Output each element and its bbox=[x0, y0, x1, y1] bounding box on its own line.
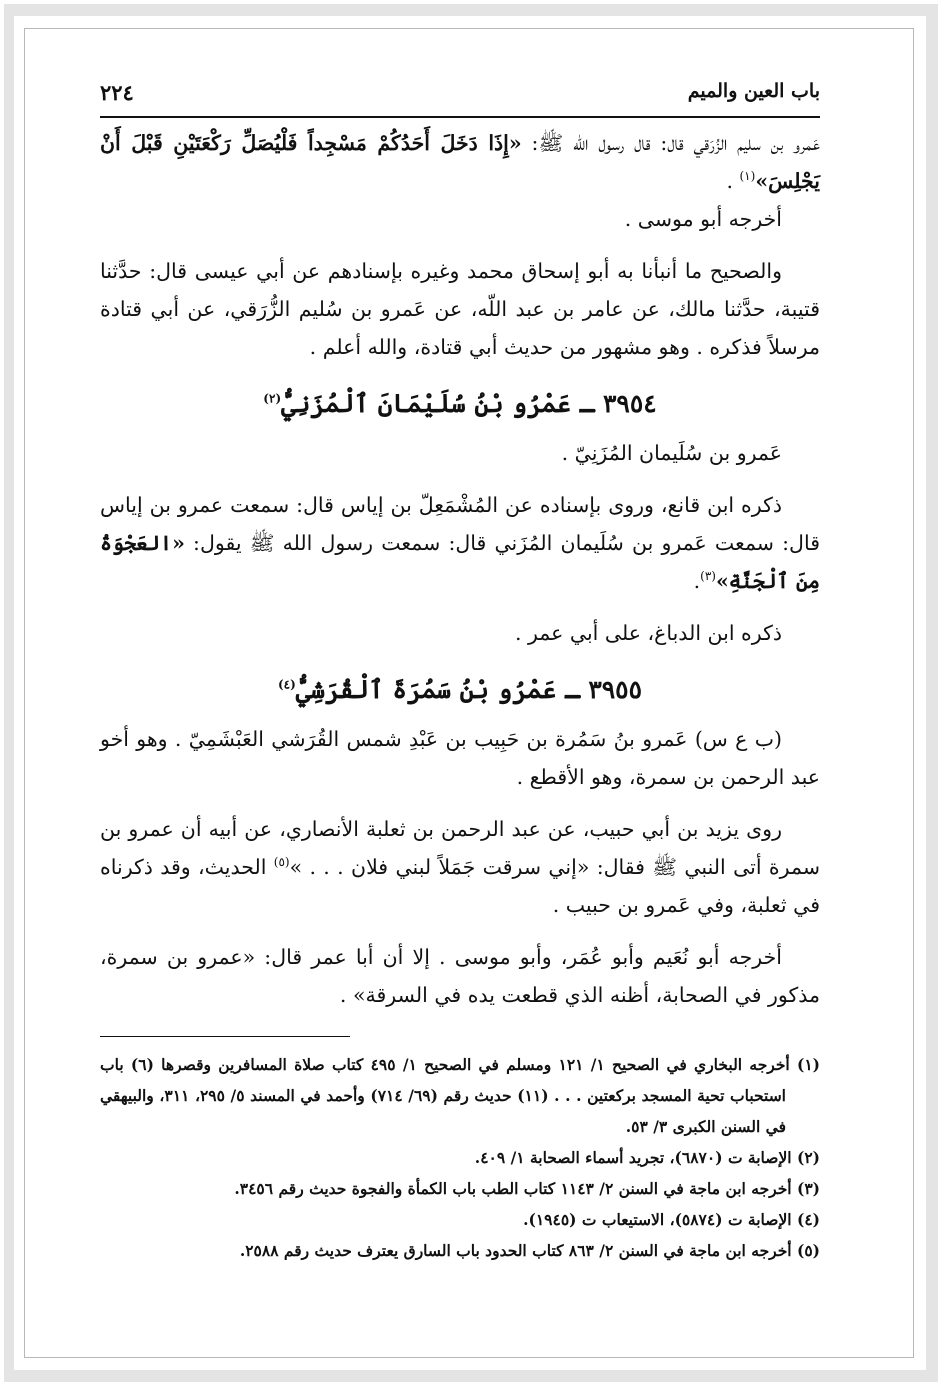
punctuation: . bbox=[726, 169, 740, 193]
page-header bbox=[100, 78, 820, 118]
paragraph-sahih: والصحيح ما أنبأنا به أبو إسحاق محمد وغيره بإسنادهم عن أبي عيسى قال: حدَّثنا قتيبة، حدَّثنا مالك، عن عامر بن عبد اللّه، عن عَمرو بن سُليم الزُّرَقي، عن أبي قتادة مرسلاً فذكره . وهو مشهور من حديث أبي قتادة، والله أعلم . bbox=[100, 259, 820, 359]
attribution-line: أخرجه أبو موسى . bbox=[624, 207, 782, 231]
footnote-2: (٢) الإصابة ت (٦٨٧٠)، تجريد أسماء الصحابة ١/ ٤٠٩. bbox=[474, 1148, 820, 1167]
footnote-separator-wrap bbox=[100, 1036, 820, 1037]
page-number: ٢٢٤ bbox=[100, 80, 134, 105]
main-text bbox=[100, 124, 820, 1014]
book-page bbox=[100, 78, 820, 1318]
footnote-5: (٥) أخرجه ابن ماجة في السنن ٢/ ٨٦٣ كتاب الحدود باب السارق يعترف حديث رقم ٢٥٨٨. bbox=[239, 1241, 820, 1260]
narration-text: روى يزيد بن أبي حبيب، عن عبد الرحمن بن ثعلبة الأنصاري، عن أبيه أن عمرو بن سمرة أتى النبي ﷺ فقال: «إني سرقت جَمَلاً لبني فلان . . . » bbox=[100, 817, 820, 879]
entry-name-line: عَمرو بن سُلَيمان المُزَنِيّ . bbox=[561, 441, 782, 465]
entry-intro: (ب ع س) عَمرو بنُ سَمُرة بن حَبِيب بن عَبْدِ شمس القُرَشي العَبْشَمِيّ . وهو أخو عبد الرحمن بن سمرة، وهو الأقطع . bbox=[100, 727, 820, 789]
entry-heading-text: ٣٩٥٤ ـ عَمْرُو بْنُ سُلَيْمَانَ ٱلْمُزَنِيُّ bbox=[281, 389, 657, 418]
entry-narration bbox=[100, 486, 820, 600]
footnote-1: (١) أخرجه البخاري في الصحيح ١/ ١٢١ ومسلم في الصحيح ١/ ٤٩٥ كتاب صلاة المسافرين وقصرها (٦) باب استحباب تحية المسجد بركعتين . . . (١١) حديث رقم (٦٩/ ٧١٤) وأحمد في المسند ٥/ ٢٩٥، ٣١١، والبيهقي في السنن الكبرى ٣/ ٥٣. bbox=[100, 1055, 821, 1136]
hadith-quote: «إِذَا دَخَلَ أَحَدُكُمْ مَسْجِداً فَلْيُصَلِّ رَكْعَتَيْنِ قَبْلَ أَنْ يَجْلِسَ» bbox=[100, 131, 820, 193]
footnote-marker: (٢) bbox=[263, 391, 282, 406]
entry-heading-3954 bbox=[100, 384, 820, 424]
footnote-marker: (٤) bbox=[277, 677, 296, 692]
hadith-quote: «العَجْوَةُ مِنَ ٱلْجَنَّةِ» bbox=[100, 531, 820, 593]
narration-text: الحديث، وقد ذكرناه في ثعلبة، وفي عَمرو بن حبيب . bbox=[100, 855, 820, 917]
entry-heading-3955 bbox=[100, 670, 820, 710]
narration-text: عَمرو بن سليم الزُرَقي قال: قال رسول الله ﷺ: bbox=[521, 131, 821, 155]
footnote-separator bbox=[100, 1036, 350, 1037]
footnote-marker: (٣) bbox=[700, 569, 716, 584]
punctuation: . bbox=[693, 569, 701, 593]
entry-heading-text: ٣٩٥٥ ـ عَمْرُو بْنُ سَمُرَةَ ٱلْقُرَشِيُّ bbox=[295, 675, 643, 704]
footnote-4: (٤) الإصابة ت (٥٨٧٤)، الاستيعاب ت (١٩٤٥). bbox=[523, 1210, 820, 1229]
entry-narration bbox=[100, 810, 820, 924]
entry-closing: أخرجه أبو نُعَيم وأبو عُمَر، وأبو موسى . إلا أن أبا عمر قال: «عمرو بن سمرة، مذكور في الصحابة، أظنه الذي قطعت يده في السرقة» . bbox=[100, 945, 820, 1007]
narration-text: ذكره ابن قانع، وروى بإسناده عن المُشْمَعِلّ بن إياس قال: سمعت عمرو بن إياس قال: سمعت عَمرو بن سُلَيمان المُزَني قال: سمعت رسول الله ﷺ يقول: bbox=[100, 493, 820, 555]
footnote-marker: (١) bbox=[739, 169, 756, 184]
footnotes bbox=[100, 1049, 820, 1266]
chapter-title: باب العين والميم bbox=[687, 80, 820, 102]
footnote-3: (٣) أخرجه ابن ماجة في السنن ٢/ ١١٤٣ كتاب الطب باب الكمأة والفجوة حديث رقم ٣٤٥٦. bbox=[234, 1179, 820, 1198]
footnote-marker: (٥) bbox=[273, 855, 290, 870]
paragraph-continuation bbox=[100, 124, 820, 200]
entry-closing: ذكره ابن الدباغ، على أبي عمر . bbox=[514, 621, 782, 645]
